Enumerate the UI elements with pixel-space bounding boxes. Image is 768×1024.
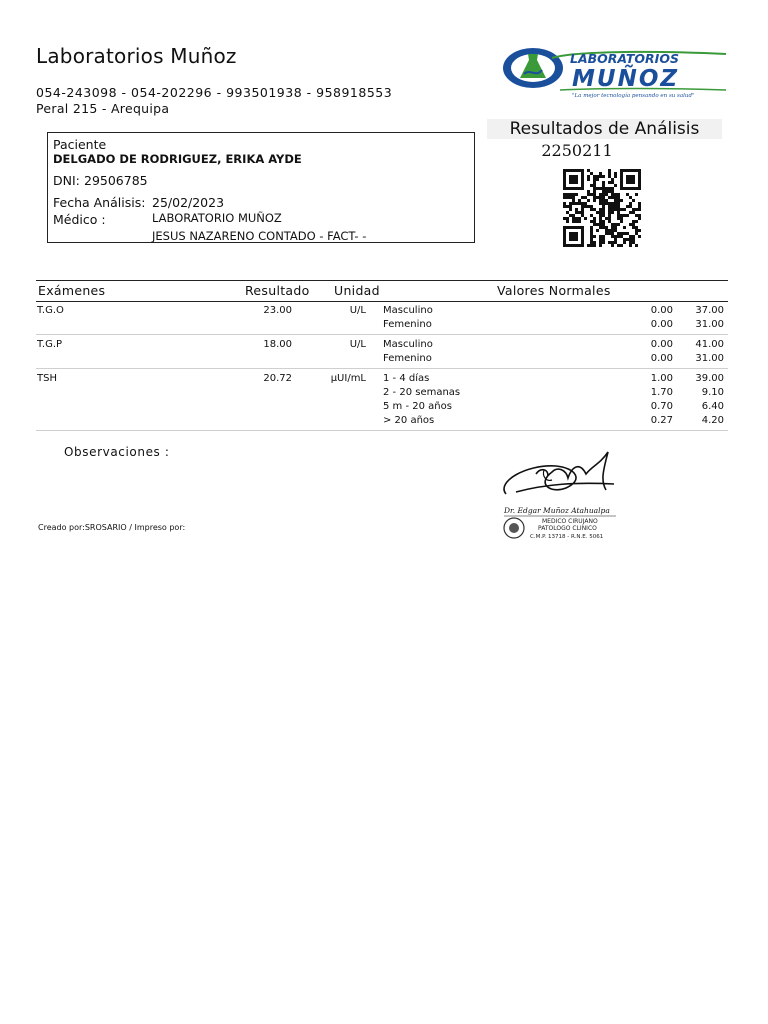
exam-result: 20.72 <box>263 373 292 384</box>
range-max: 41.00 <box>695 339 724 350</box>
range-min: 0.00 <box>650 319 673 330</box>
exam-unit: µUI/mL <box>330 373 366 384</box>
lab-phones: 054-243098 - 054-202296 - 993501938 - 958918553 <box>36 85 393 100</box>
header-unit: Unidad <box>334 283 380 298</box>
report-number: 2250211 <box>541 141 613 160</box>
date-value: 25/02/2023 <box>152 195 225 210</box>
report-title: Resultados de Análisis <box>509 119 700 139</box>
row-separator <box>36 334 728 335</box>
range-max: 39.00 <box>695 373 724 384</box>
row-separator <box>36 368 728 369</box>
range-label: 1 - 4 días <box>383 373 430 384</box>
created-by: Creado por:SROSARIO / Impreso por: <box>38 523 186 532</box>
patient-label: Paciente <box>53 137 107 152</box>
lab-name: Laboratorios Muñoz <box>36 44 237 68</box>
range-max: 37.00 <box>695 305 724 316</box>
dni-value: 29506785 <box>84 173 148 188</box>
lab-logo <box>500 44 728 100</box>
range-label: 5 m - 20 años <box>383 401 452 412</box>
range-max: 4.20 <box>701 415 724 426</box>
patient-info-box <box>47 132 475 243</box>
table-top-rule <box>36 280 728 281</box>
range-max: 31.00 <box>695 353 724 364</box>
svg-text:C.M.P. 13718 - R.N.E. 5061: C.M.P. 13718 - R.N.E. 5061 <box>530 534 604 540</box>
range-label: Femenino <box>383 319 432 330</box>
range-min: 0.00 <box>650 353 673 364</box>
svg-text:LABORATORIOS: LABORATORIOS <box>570 51 679 66</box>
doctor-signature-stamp <box>496 444 624 544</box>
range-min: 0.00 <box>650 305 673 316</box>
exam-unit: U/L <box>349 305 366 316</box>
exam-result: 23.00 <box>263 305 292 316</box>
svg-text:Dr. Edgar Muñoz Atahualpa: Dr. Edgar Muñoz Atahualpa <box>504 506 610 515</box>
doctor-line2: JESUS NAZARENO CONTADO - FACT- - <box>152 229 367 243</box>
range-label: Femenino <box>383 353 432 364</box>
range-max: 31.00 <box>695 319 724 330</box>
header-exams: Exámenes <box>38 283 106 298</box>
doctor-line1: LABORATORIO MUÑOZ <box>152 211 282 225</box>
range-max: 6.40 <box>701 401 724 412</box>
patient-name: DELGADO DE RODRIGUEZ, ERIKA AYDE <box>53 152 302 166</box>
svg-text:PATOLOGO CLINICO: PATOLOGO CLINICO <box>538 525 597 532</box>
exam-name: T.G.P <box>37 339 63 350</box>
range-max: 9.10 <box>701 387 724 398</box>
svg-text:"La mejor tecnología pensando: "La mejor tecnología pensando en su salud" <box>572 93 695 99</box>
observations-label: Observaciones : <box>64 445 170 459</box>
header-normal-values: Valores Normales <box>497 283 611 298</box>
svg-text:MUÑOZ: MUÑOZ <box>572 66 680 92</box>
range-label: > 20 años <box>383 415 435 426</box>
exam-name: T.G.O <box>37 305 64 316</box>
range-min: 0.70 <box>650 401 673 412</box>
range-label: Masculino <box>383 339 433 350</box>
row-separator <box>36 430 728 431</box>
lab-address: Peral 215 - Arequipa <box>36 101 170 116</box>
range-min: 1.70 <box>650 387 673 398</box>
range-min: 0.27 <box>650 415 673 426</box>
exam-unit: U/L <box>349 339 366 350</box>
svg-text:MEDICO CIRUJANO: MEDICO CIRUJANO <box>542 518 598 525</box>
header-result: Resultado <box>245 283 310 298</box>
range-label: Masculino <box>383 305 433 316</box>
range-min: 0.00 <box>650 339 673 350</box>
dni-label: DNI: <box>53 173 80 188</box>
date-label: Fecha Análisis: <box>53 195 146 210</box>
table-header-rule <box>36 301 728 302</box>
exam-name: TSH <box>37 373 57 384</box>
range-label: 2 - 20 semanas <box>383 387 461 398</box>
range-min: 1.00 <box>650 373 673 384</box>
qr-code <box>563 169 641 247</box>
exam-result: 18.00 <box>263 339 292 350</box>
doctor-label: Médico : <box>53 212 106 227</box>
